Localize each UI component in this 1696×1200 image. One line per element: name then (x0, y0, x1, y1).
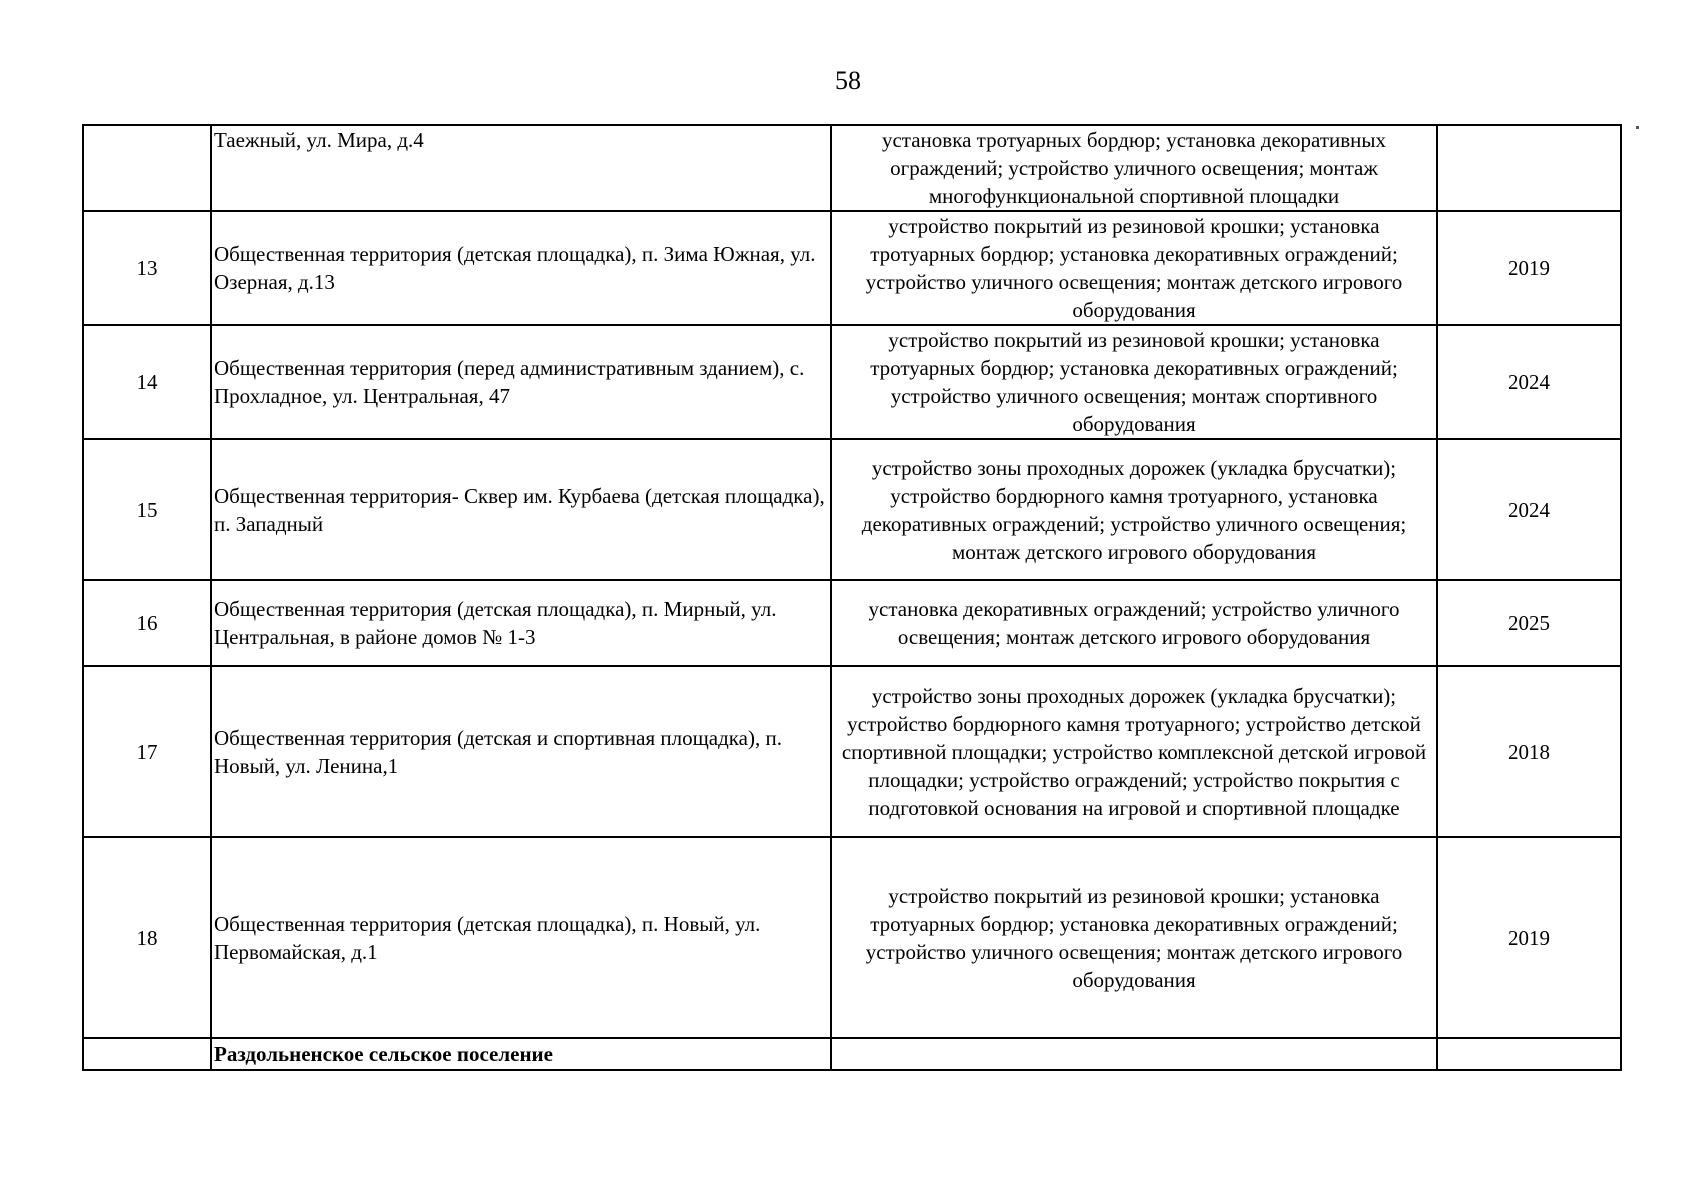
works-description: устройство зоны проходных дорожек (укладка брусчатки); устройство бордюрного камня тротуарного; устройство детской спортивной площадки; устройство комплексной детской игровой площадки; устройство ограждений; устройство покрытия с подготовкой основания на игровой и спортивной площадке (831, 666, 1437, 837)
year: 2025 (1437, 580, 1621, 666)
territory-table (82, 124, 1622, 1071)
territory-name: Общественная территория (детская площадка), п. Мирный, ул. Центральная, в районе домов № 1-3 (211, 580, 831, 666)
year (1437, 125, 1621, 211)
table-row (83, 837, 1621, 1038)
year: 2019 (1437, 837, 1621, 1038)
row-number: 18 (83, 837, 211, 1038)
year: 2024 (1437, 439, 1621, 580)
works-description: устройство покрытий из резиновой крошки; установка тротуарных бордюр; установка декоративных ограждений; устройство уличного освещения; монтаж спортивного оборудования (831, 325, 1437, 439)
territory-name: Общественная территория (детская площадка), п. Зима Южная, ул. Озерная, д.13 (211, 211, 831, 325)
row-number: 14 (83, 325, 211, 439)
row-number (83, 125, 211, 211)
page-number: 58 (835, 66, 861, 95)
year (1437, 1038, 1621, 1070)
territory-name: Таежный, ул. Мира, д.4 (211, 125, 831, 211)
table-row (83, 1038, 1621, 1070)
section-heading: Раздольненское сельское поселение (211, 1038, 831, 1070)
scan-mark (1636, 126, 1639, 129)
table-row (83, 325, 1621, 439)
year: 2024 (1437, 325, 1621, 439)
territory-name: Общественная территория- Сквер им. Курбаева (детская площадка), п. Западный (211, 439, 831, 580)
year: 2018 (1437, 666, 1621, 837)
works-description: устройство покрытий из резиновой крошки; установка тротуарных бордюр; установка декоративных ограждений; устройство уличного освещения; монтаж детского игрового оборудования (831, 211, 1437, 325)
territory-name: Общественная территория (детская площадка), п. Новый, ул. Первомайская, д.1 (211, 837, 831, 1038)
table-row (83, 211, 1621, 325)
works-description: установка декоративных ограждений; устройство уличного освещения; монтаж детского игрового оборудования (831, 580, 1437, 666)
row-number: 15 (83, 439, 211, 580)
works-description: устройство покрытий из резиновой крошки; установка тротуарных бордюр; установка декоративных ограждений; устройство уличного освещения; монтаж детского игрового оборудования (831, 837, 1437, 1038)
row-number: 16 (83, 580, 211, 666)
row-number: 13 (83, 211, 211, 325)
works-description: устройство зоны проходных дорожек (укладка брусчатки); устройство бордюрного камня тротуарного, установка декоративных ограждений; устройство уличного освещения; монтаж детского игрового оборудования (831, 439, 1437, 580)
territory-name: Общественная территория (перед административным зданием), с. Прохладное, ул. Центральная, 47 (211, 325, 831, 439)
works-description (831, 1038, 1437, 1070)
row-number: 17 (83, 666, 211, 837)
table-row (83, 580, 1621, 666)
year: 2019 (1437, 211, 1621, 325)
table-row (83, 439, 1621, 580)
territory-name: Общественная территория (детская и спортивная площадка), п. Новый, ул. Ленина,1 (211, 666, 831, 837)
row-number (83, 1038, 211, 1070)
table-row (83, 125, 1621, 211)
table-row (83, 666, 1621, 837)
works-description: установка тротуарных бордюр; установка декоративных ограждений; устройство уличного освещения; монтаж многофункциональной спортивной площадки (831, 125, 1437, 211)
